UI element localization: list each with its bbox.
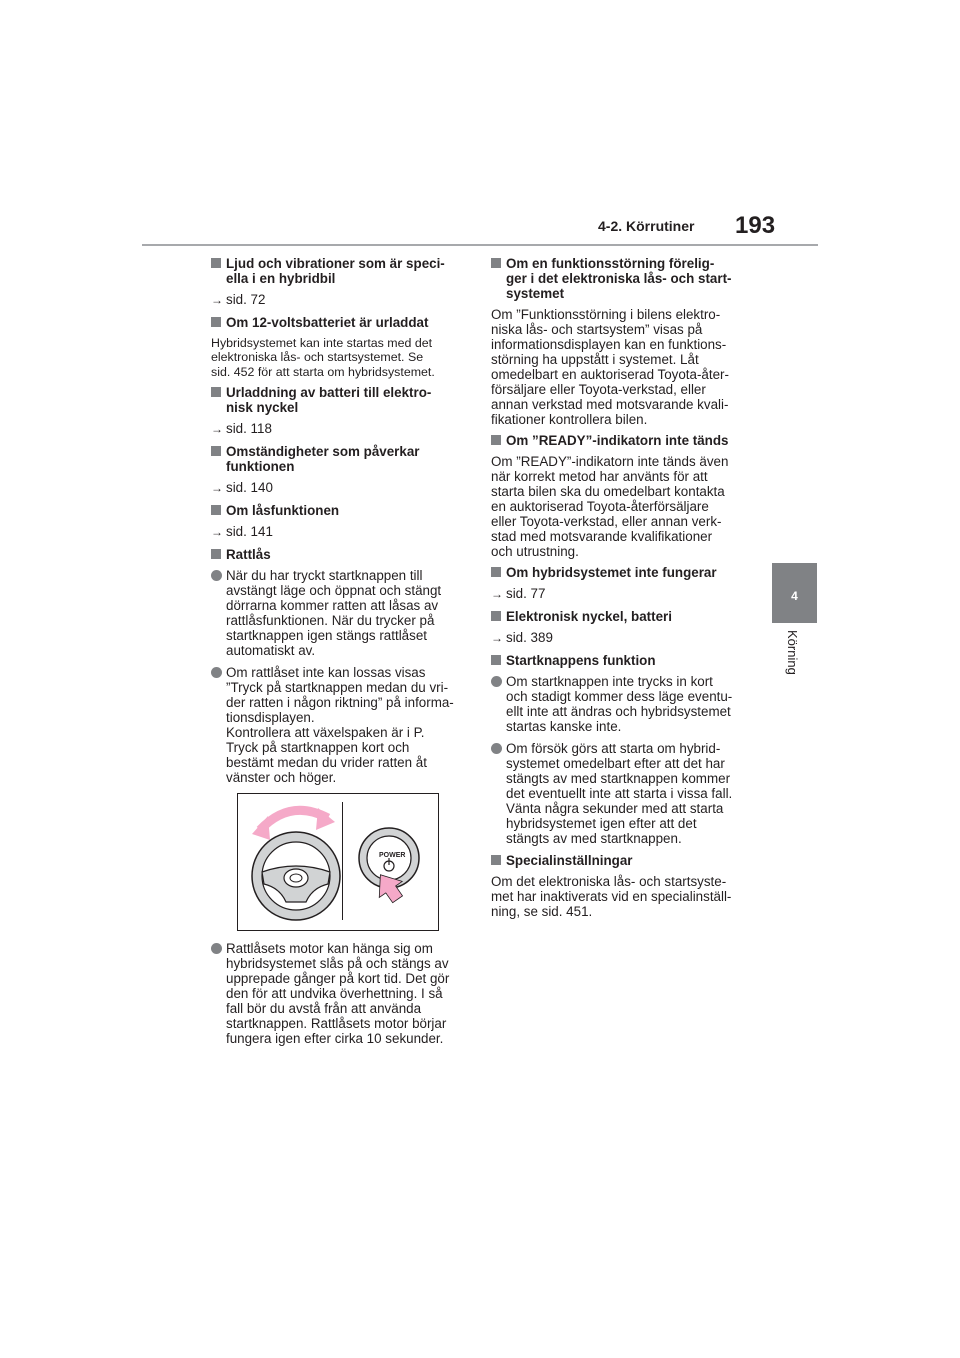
chapter-tab [772, 563, 817, 623]
square-bullet-icon [491, 655, 501, 665]
square-bullet-icon [491, 855, 501, 865]
bullet-steering-lock-1: När du har tryckt startknappen till avstängt läge och öppnat och stängt dörrarna kommer ratten att låsas av rattlåsfunktionen. När du trycker på startknappen igen stängs rattlåset automatiskt av. [211, 568, 466, 658]
arrow-right-icon: → [211, 293, 223, 307]
square-bullet-icon [211, 317, 221, 327]
heading-circumstances: Omständigheter som påverkar funktionen [211, 444, 466, 474]
heading-lock-function: Om låsfunktionen [211, 503, 466, 518]
heading-start-button-function: Startknappens funktion [491, 653, 746, 668]
square-bullet-icon [211, 446, 221, 456]
bullet-steering-lock-2: Om rattlåset inte kan lossas visas ”Tryck på startknappen medan du vri- der ratten i någon riktning” på informa- tionsdisplayen. Kontrollera att växelspaken är i P. Tryck på startknappen kort och bestämt medan du vrider ratten åt vänster och höger. [211, 665, 466, 785]
page-reference: → sid. 72 [211, 292, 266, 307]
chapter-label: Körning [785, 630, 800, 675]
paragraph-malfunction: Om ”Funktionsstörning i bilens elektro- niska lås- och startsystem” visas på informationsdisplayen kan en funktions- störning ha uppstått i systemet. Låt omedelbart en auktoriserad Toyota-åter- försäljare eller Toyota-verkstad, eller annan verkstad med motsvarande kvali- fikationer kontrollera bilen. [491, 307, 729, 427]
square-bullet-icon [491, 611, 501, 621]
header-divider [142, 244, 818, 246]
power-label: POWER [379, 852, 406, 860]
heading-special-settings: Specialinställningar [491, 853, 746, 868]
round-bullet-icon [211, 570, 222, 581]
heading-key-battery: Urladdning av batteri till elektro- nisk nyckel [211, 385, 466, 415]
round-bullet-icon [211, 943, 222, 954]
right-column [491, 256, 746, 925]
bullet-start-button-2: Om försök görs att starta om hybrid- systemet omedelbart efter att det har stängts av med startknappen kommer det eventuellt inte att starta i vissa fall. Vänta några sekunder med att starta hybridsystemet igen efter att det stängts av med startknappen. [491, 741, 746, 846]
bullet-start-button-1: Om startknappen inte trycks in kort och stadigt kommer dess läge eventu- ellt inte att ändras och hybridsystemet startas kanske inte. [491, 674, 746, 734]
arrow-right-icon: → [211, 422, 223, 437]
square-bullet-icon [491, 567, 501, 577]
section-title: 4-2. Körrutiner [598, 218, 695, 234]
square-bullet-icon [211, 258, 221, 268]
square-bullet-icon [211, 549, 221, 559]
chapter-number: 4 [791, 589, 798, 603]
heading-hybrid-not-working: Om hybridsystemet inte fungerar [491, 565, 746, 580]
heading-steering-lock: Rattlås [211, 547, 466, 562]
page-reference: → sid. 389 [491, 630, 553, 645]
heading-12v-battery: Om 12-voltsbatteriet är urladdat [211, 315, 466, 330]
heading-sound-vibration: Ljud och vibrationer som är speci- ella i en hybridbil [211, 256, 466, 286]
page-reference: → sid. 140 [211, 480, 273, 496]
square-bullet-icon [211, 505, 221, 515]
arrow-right-icon: → [211, 525, 223, 540]
bullet-steering-lock-3: Rattlåsets motor kan hänga sig om hybridsystemet slås på och stängs av upprepade gånger på kort tid. Det gör den för att undvika överhettning. I så fall bör du avstå från att använda startknappen. Rattlåsets motor börjar fungera igen efter cirka 10 sekunder. [211, 941, 466, 1046]
square-bullet-icon [491, 258, 501, 268]
round-bullet-icon [491, 676, 502, 687]
heading-key-battery-right: Elektronisk nyckel, batteri [491, 609, 746, 624]
paragraph-12v-battery: Hybridsystemet kan inte startas med det elektroniska lås- och startsystemet. Se sid. 452 för att starta om hybridsystemet. [211, 336, 435, 379]
page-number: 193 [735, 212, 776, 239]
round-bullet-icon [491, 743, 502, 754]
page-reference: → sid. 118 [211, 421, 272, 437]
heading-ready-indicator: Om ”READY”-indikatorn inte tänds [491, 433, 746, 448]
left-column [211, 256, 466, 1053]
page-reference: → sid. 77 [491, 586, 546, 601]
page-reference: → sid. 141 [211, 524, 273, 540]
square-bullet-icon [211, 387, 221, 397]
arrow-right-icon: → [211, 481, 223, 496]
arrow-right-icon: → [491, 631, 503, 645]
arrow-right-icon: → [491, 587, 503, 601]
steering-power-figure [237, 793, 439, 931]
heading-malfunction: Om en funktionsstörning förelig- ger i det elektroniska lås- och start- systemet [491, 256, 746, 301]
square-bullet-icon [491, 435, 501, 445]
round-bullet-icon [211, 667, 222, 678]
paragraph-special-settings: Om det elektroniska lås- och startsyste- met har inaktiverats vid en specialinställ- ning, se sid. 451. [491, 874, 732, 919]
paragraph-ready-indicator: Om ”READY”-indikatorn inte tänds även när korrekt metod har använts för att starta bilen ska du omedelbart kontakta en auktoriserad Toyota-återförsäljare eller Toyota-verkstad, eller annan verk- stad med motsvarande kvalifikationer och utrustning. [491, 454, 729, 559]
